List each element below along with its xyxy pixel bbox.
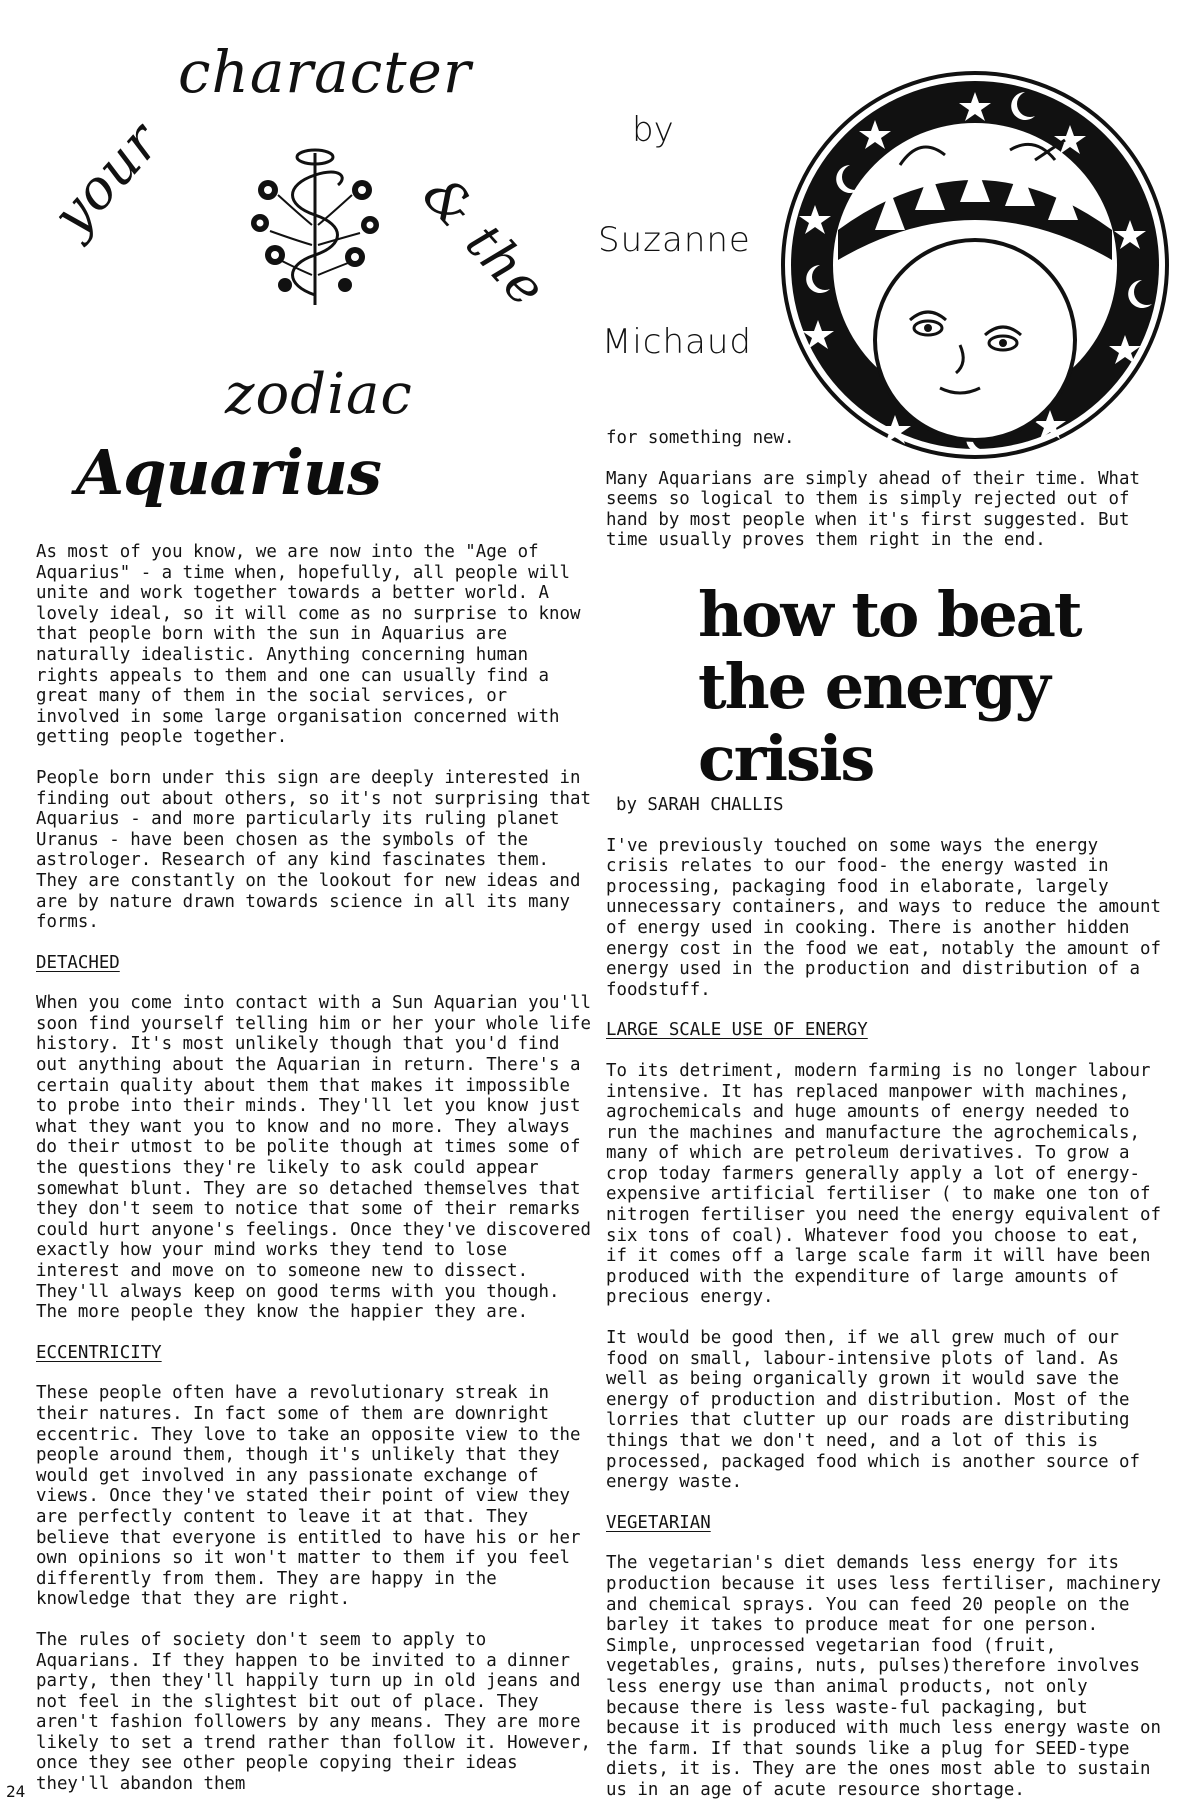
byline-first-name: Suzanne <box>598 220 751 260</box>
section-heading-eccentricity: ECCENTRICITY <box>36 1342 162 1363</box>
title-word-your: your <box>40 110 173 248</box>
right-column <box>606 428 1171 1812</box>
zodiac-sun-emblem-icon <box>780 70 1170 460</box>
energy-title-line-1: how to beat <box>698 577 1081 651</box>
energy-title-line-3: crisis <box>698 721 874 795</box>
aquarius-intro-paragraph-1: As most of you know, we are now into the "Age of Aquarius" - a time when, hopefully, all people will unite and work together towards a better world. A lovely ideal, so it will come as no surprise to know that people born with the sun in Aquarius are naturally idealistic. Anything concerning human rights appeals to them and one can usually find a great many of them in the social services, or involved in some large organisation concerned with getting people together. <box>36 542 581 748</box>
rules-paragraph: The rules of society don't seem to apply to Aquarians. If they happen to be invited to a dinner party, then they'll happily turn up in old jeans and not feel in the slightest bit out of place. They aren't fashion followers by any means. They are more likely to set a trend rather than follow it. However, once they see other people copying their ideas they'll abandon them <box>36 1629 591 1795</box>
large-scale-paragraph: To its detriment, modern farming is no longer labour intensive. It has replaced manpower with machines, agrochemicals and huge amounts of energy needed to run the machines and manufacture the agrochemicals, many of which are petroleum derivatives. To grow a crop today farmers generally apply a lot of energy-expensive artificial fertiliser ( to make one ton of nitrogen fertiliser you need the energy equivalent of six tons of coal). Whatever food you choose to eat, if it comes off a large scale farm it will have been produced with the expenditure of large amounts of precious energy. <box>606 1060 1161 1308</box>
energy-intro-paragraph: I've previously touched on some ways the energy crisis relates to our food- the energy wasted in processing, packaging food in elaborate, largely unnecessary containers, and ways to reduce the amount of energy used in cooking. There is another hidden energy cost in the food we eat, notably the amount of energy used in the production and distribution of a foodstuff. <box>606 835 1161 1000</box>
eccentricity-paragraph: These people often have a revolutionary streak in their natures. In fact some of them are downright eccentric. They love to take an opposite view to the people around them, though it's unlikely that they would get involved in any passionate exchange of views. Once they've stated their point of view they are perfectly content to leave it at that. They believe that everyone is entitled to have his or her own opinions so it won't matter to them if you feel differently from them. They are happy in the knowledge that they are right. <box>36 1383 581 1610</box>
section-heading-detached: DETACHED <box>36 952 120 973</box>
energy-article-title <box>698 579 1171 795</box>
title-word-and-the: & the <box>410 165 558 319</box>
energy-title-line-2: the energy <box>698 649 1049 723</box>
detached-paragraph: When you come into contact with a Sun Aquarian you'll soon find yourself telling him or her your whole life history. It's most unlikely though that you'd find out anything about the Aquarian in return. There's a certain quality about them that makes it impossible to probe into their minds. They'll let you know just what they want you to know and no more. They always do their utmost to be polite though at times some of the questions they're likely to ask could appear somewhat blunt. They are so detached themselves that they don't seem to notice that some of their remarks could hurt anyone's feelings. Once they've discovered exactly how your mind works they tend to lose interest and move on to someone new to dissect. They'll always keep on good terms with you though. The more people they know the happier they are. <box>36 993 591 1323</box>
title-word-character: character <box>178 38 472 106</box>
page-number: 24 <box>6 1782 26 1801</box>
energy-author: by SARAH CHALLIS <box>616 794 784 815</box>
aquarius-ahead-paragraph: Many Aquarians are simply ahead of their time. What seems so logical to them is simply rejected out of hand by most people when it's first suggested. But time usually proves them right in the end. <box>606 468 1140 551</box>
aquarius-title: Aquarius <box>76 436 381 509</box>
section-heading-vegetarian: VEGETARIAN <box>606 1512 711 1533</box>
small-plots-paragraph: It would be good then, if we all grew much of our food on small, labour-intensive plots of land. As well as being organically grown it would save the energy of production and distribution. Most of the lorries that clutter up our roads are distributing things that we don't need, and a lot of this is processed, packaged food which is another source of energy waste. <box>606 1328 1140 1493</box>
title-word-zodiac: zodiac <box>225 362 413 427</box>
byline-by: by <box>632 110 674 150</box>
aquarius-continued-text: for something new. <box>606 428 795 448</box>
section-heading-large-scale: LARGE SCALE USE OF ENERGY <box>606 1020 868 1041</box>
aquarius-intro-paragraph-2: People born under this sign are deeply interested in finding out about others, so it's not surprising that Aquarius - and more particularly its ruling planet Uranus - have been chosen as the symbols of the astrologer. Research of any kind fascinates them. They are constantly on the lookout for new ideas and are by nature drawn towards science in all its many forms. <box>36 767 591 933</box>
byline-last-name: Michaud <box>602 322 752 362</box>
caduceus-icon <box>240 145 390 310</box>
vegetarian-paragraph: The vegetarian's diet demands less energy for its production because it uses less fertiliser, machinery and chemical sprays. You can feed 20 people on the barley it takes to produce meat for one person. Simple, unprocessed vegetarian food (fruit, vegetables, grains, nuts, pulses)therefore involves less energy use than animal products, not only because there is less waste-ful packaging, but because it is produced with much less energy waste on the farm. If that sounds like a plug for SEED-type diets, it is. They are the ones most able to sustain us in an age of acute resource shortage. <box>606 1553 1161 1800</box>
aquarius-column <box>36 542 596 1812</box>
